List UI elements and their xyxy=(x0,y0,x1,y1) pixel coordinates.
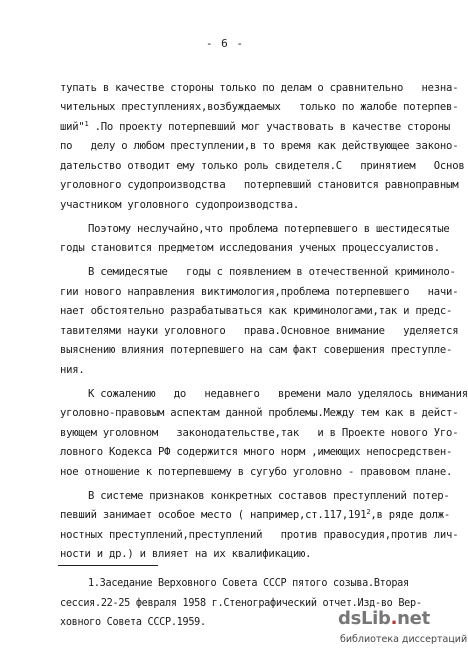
body-line-2: чительных преступлениях,возбуждаемых только по жалобе потерпев- xyxy=(60,101,459,113)
body-line-19: ловного Кодекса РФ содержится много норм ,имеющих непосредствен- xyxy=(60,446,453,458)
footnote-line-1: 1.Заседание Верховного Совета СССР пятого созыва.Вторая xyxy=(88,578,409,589)
body-line-5: дательство отводит ему только роль свидетеля.С принятием Основ xyxy=(60,160,465,172)
body-line-22 xyxy=(60,508,450,522)
body-line-13: тавителями науки уголовного права.Основное внимание уделяется xyxy=(60,325,459,337)
body-line-3-prefix: ший" xyxy=(60,121,85,133)
dslib-watermark xyxy=(338,608,468,652)
body-line-15: ния. xyxy=(60,364,85,376)
body-line-4: по делу о любом преступлении,в то время как действующее законо- xyxy=(60,140,459,152)
body-line-16: К сожалению до недавнего времени мало уделялось внимания xyxy=(88,388,468,400)
body-line-3-rest: .По проекту потерпевший мог участвовать в качестве стороны xyxy=(88,121,451,133)
body-line-17: уголовно-правовым аспектам данной проблемы.Между тем как в дейст- xyxy=(60,407,459,419)
body-line-11: гии нового направления виктимология,проблема потерпевшего начи- xyxy=(60,286,459,298)
body-line-10: В семидесятые годы с появлением в отечественной криминоло- xyxy=(88,266,456,278)
dslib-caption: библиотека диссертаций xyxy=(340,634,468,645)
body-line-22-prefix: певший занимает особое место ( например,ст.117,191 xyxy=(60,509,367,521)
body-line-3 xyxy=(60,120,450,134)
body-line-9: годы становится предметом исследования ученых процессуалистов. xyxy=(60,242,440,254)
body-line-20: ное отношение к потерпевшему в сугубо уголовно - правовом плане. xyxy=(60,466,453,478)
body-line-1: тупать в качестве стороны только по делам о сравнительно незна- xyxy=(60,82,459,94)
body-line-8: Поэтому неслучайно,что проблема потерпевшего в шестидесятые xyxy=(88,223,450,235)
body-line-14: выяснению влияния потерпевшего на сам факт совершения преступле- xyxy=(60,344,453,356)
footnote-line-3: ховного Совета СССР.1959. xyxy=(60,617,206,628)
body-line-22-rest: ,в ряде долж- xyxy=(370,509,451,521)
body-line-24: ности и др.) и влияет на их квалификацию. xyxy=(60,548,312,560)
footnote-line-2: сессия.22-25 февраля 1958 г.Стенографический отчет.Изд-во Вер- xyxy=(60,598,422,609)
body-line-7: участником уголовного судопроизводства. xyxy=(60,199,299,211)
footnote-divider xyxy=(58,565,158,566)
body-line-23: ностных преступлений,преступлений против правосудия,против лич- xyxy=(60,529,459,541)
body-line-6: уголовного судопроизводства потерпевший становится равноправным xyxy=(60,179,459,191)
footnote-marker: 1 xyxy=(84,120,89,128)
article-superscript: 2 xyxy=(366,508,371,516)
body-line-18: вующем уголовном законодательстве,так и в Проекте нового Уго- xyxy=(60,427,459,439)
body-line-21: В системе признаков конкретных составов преступлений потер- xyxy=(88,490,450,502)
body-line-12: нает обстоятельно разрабатываться как криминологами,так и предс- xyxy=(60,305,453,317)
page-number: - 6 - xyxy=(205,37,245,50)
dslib-logo: dsLib.net xyxy=(338,608,430,629)
